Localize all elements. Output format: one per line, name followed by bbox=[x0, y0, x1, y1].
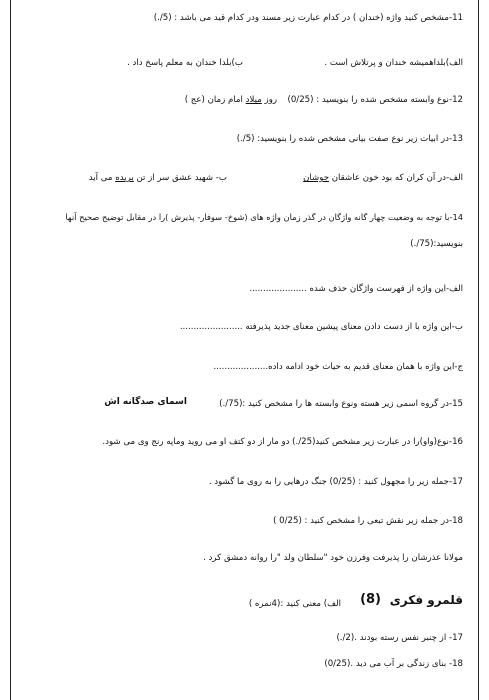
question-12: 12-نوع وابسته مشخص شده را بنویسید : (0/25) bbox=[287, 95, 463, 105]
question-14-a: الف-این واژه از فهرست واژگان حذف شده ..................... bbox=[249, 284, 463, 294]
right-border bbox=[478, 0, 479, 700]
question-17: 17-جمله زیر را مجهول کنید : (0/25) جنگ درهایی را به روی ما گشود . bbox=[208, 477, 463, 487]
section-title: قلمرو فکری bbox=[389, 593, 463, 607]
question-12-example: روز میلاد امام زمان (عج ) bbox=[184, 95, 277, 105]
question-14: 14-با توجه به وضعیت چهار گانه واژگان در گذر زمان واژه های (شوخ- سوفار- پذیرش )را در مقابل توضیح صحیح آنها bbox=[65, 212, 463, 222]
left-border bbox=[10, 0, 11, 700]
question-18-example: مولانا عذرشان را پذیرفت وفرزن خود "سلطان ولد "را روانه دمشق کرد . bbox=[203, 553, 463, 563]
question-13-option-a: الف-در آن کران که بود خون عاشقان جوشان bbox=[303, 173, 463, 183]
question-18b: 18- بنای زندگی بر آب می دید .(0/25) bbox=[324, 659, 463, 669]
question-16: 16-نوع(واو)را در عبارت زیر مشخص کنید(25/.) دو مار از دو کتف او می روید وماپه رنج وی می شود. bbox=[102, 437, 463, 447]
question-13-option-b: ب- شهید عشق سر از تن بریده می آید bbox=[88, 173, 227, 183]
question-13: 13-در ابیات زیر نوع صفت بیانی مشخص شده را بنویسید: (5/.) bbox=[236, 134, 463, 144]
section-score: (8) bbox=[360, 592, 381, 607]
question-14-cont: بنویسید:(75/.) bbox=[410, 239, 463, 249]
question-14-b: ب-این واژه با از دست دادن معنای پیشین معنای جدید پذیرفته ....................... bbox=[179, 322, 463, 332]
section-part-a: الف) معنی کنید :(4نمره ) bbox=[248, 599, 341, 609]
question-11: 11-مشخص کنید واژه (خندان ) در کدام عبارت زیر مسند ودر کدام قید می باشد : (5/.) bbox=[153, 13, 463, 23]
question-17b: 17- از چنبر نفس رسته بودند .(2/.) bbox=[336, 633, 463, 643]
question-15-example: اسمای صدگانه اش bbox=[104, 397, 187, 407]
question-15: 15-در گروه اسمی زیر هسته ونوع وابسته ها را مشخص کنید :(75/.) bbox=[219, 399, 463, 409]
question-11-option-b: ب)بلدا خندان به معلم پاسخ داد . bbox=[127, 58, 243, 68]
question-14-c: ج-این واژه با همان معنای قدیم به حیات خود ادامه داده.................... bbox=[213, 362, 463, 372]
question-18: 18-در جمله زیر نقش تبعی را مشخص کنید : (0/25 ) bbox=[273, 516, 463, 526]
question-11-option-a: الف)بلداهمیشه خندان و پرتلاش است . bbox=[324, 58, 463, 68]
